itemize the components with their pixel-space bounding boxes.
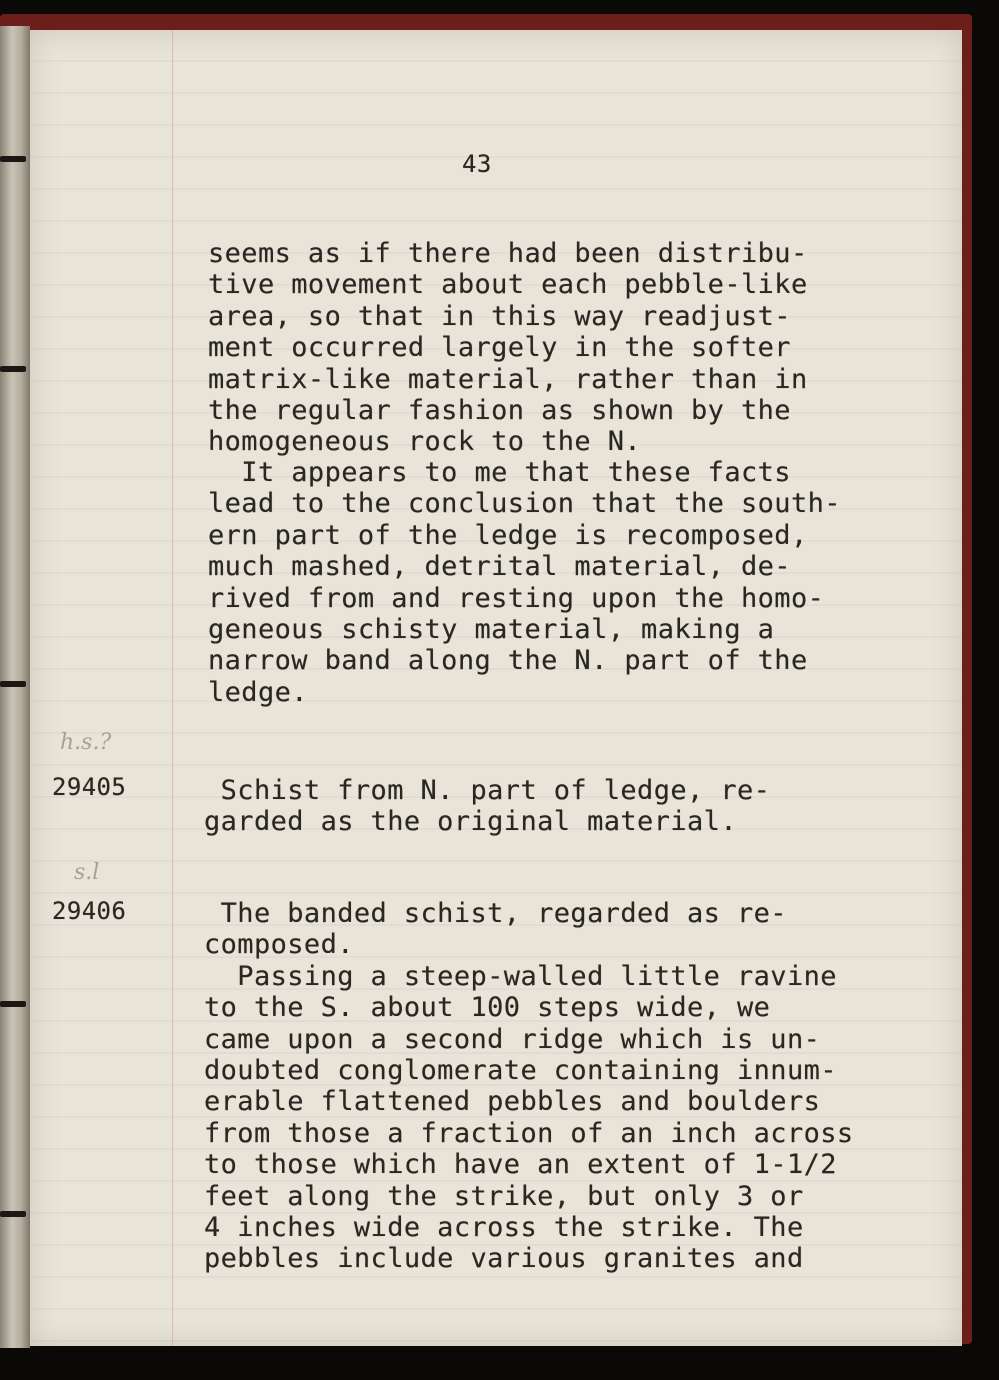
catalog-number-2: 29406 xyxy=(52,897,127,925)
specimen-entry-2: The banded schist, regarded as re- composed. Passing a steep-walled little ravine to the S. about 100 steps wide, we came upon a second ridge which is un- doubted conglomerate containing innum- erable flattened pebbles and boulders from those a fraction of an inch across to those which have an extent of 1-1/2 feet along the strike, but only 3 or 4 inches wide across the strike. The pebbles include various granites and xyxy=(204,898,854,1275)
binding-ring xyxy=(0,1211,26,1217)
notebook-page xyxy=(30,30,962,1346)
catalog-number-1: 29405 xyxy=(52,773,127,801)
page-number: 43 xyxy=(462,150,492,178)
paragraph-2: It appears to me that these facts lead to the conclusion that the south- ern part of the ledge is recomposed, much mashed, detrital material, de- rived from and resting upon the homo- geneous schisty material, making a narrow band along the N. part of the ledge. xyxy=(208,457,841,708)
binding-ring xyxy=(0,156,26,162)
binding-ring xyxy=(0,366,26,372)
margin-rule xyxy=(172,30,173,1346)
notebook-binding xyxy=(0,26,30,1348)
margin-note-1: h.s.? xyxy=(60,730,112,755)
paragraph-1: seems as if there had been distribu- tive movement about each pebble-like area, so that in this way readjust- ment occurred largely in the softer matrix-like material, rather than in the regular fashion as shown by the homogeneous rock to the N. xyxy=(208,238,808,458)
binding-ring xyxy=(0,681,26,687)
binding-ring xyxy=(0,1001,26,1007)
margin-note-2: s.l xyxy=(74,860,100,885)
specimen-entry-1: Schist from N. part of ledge, re- garded as the original material. xyxy=(204,775,771,838)
